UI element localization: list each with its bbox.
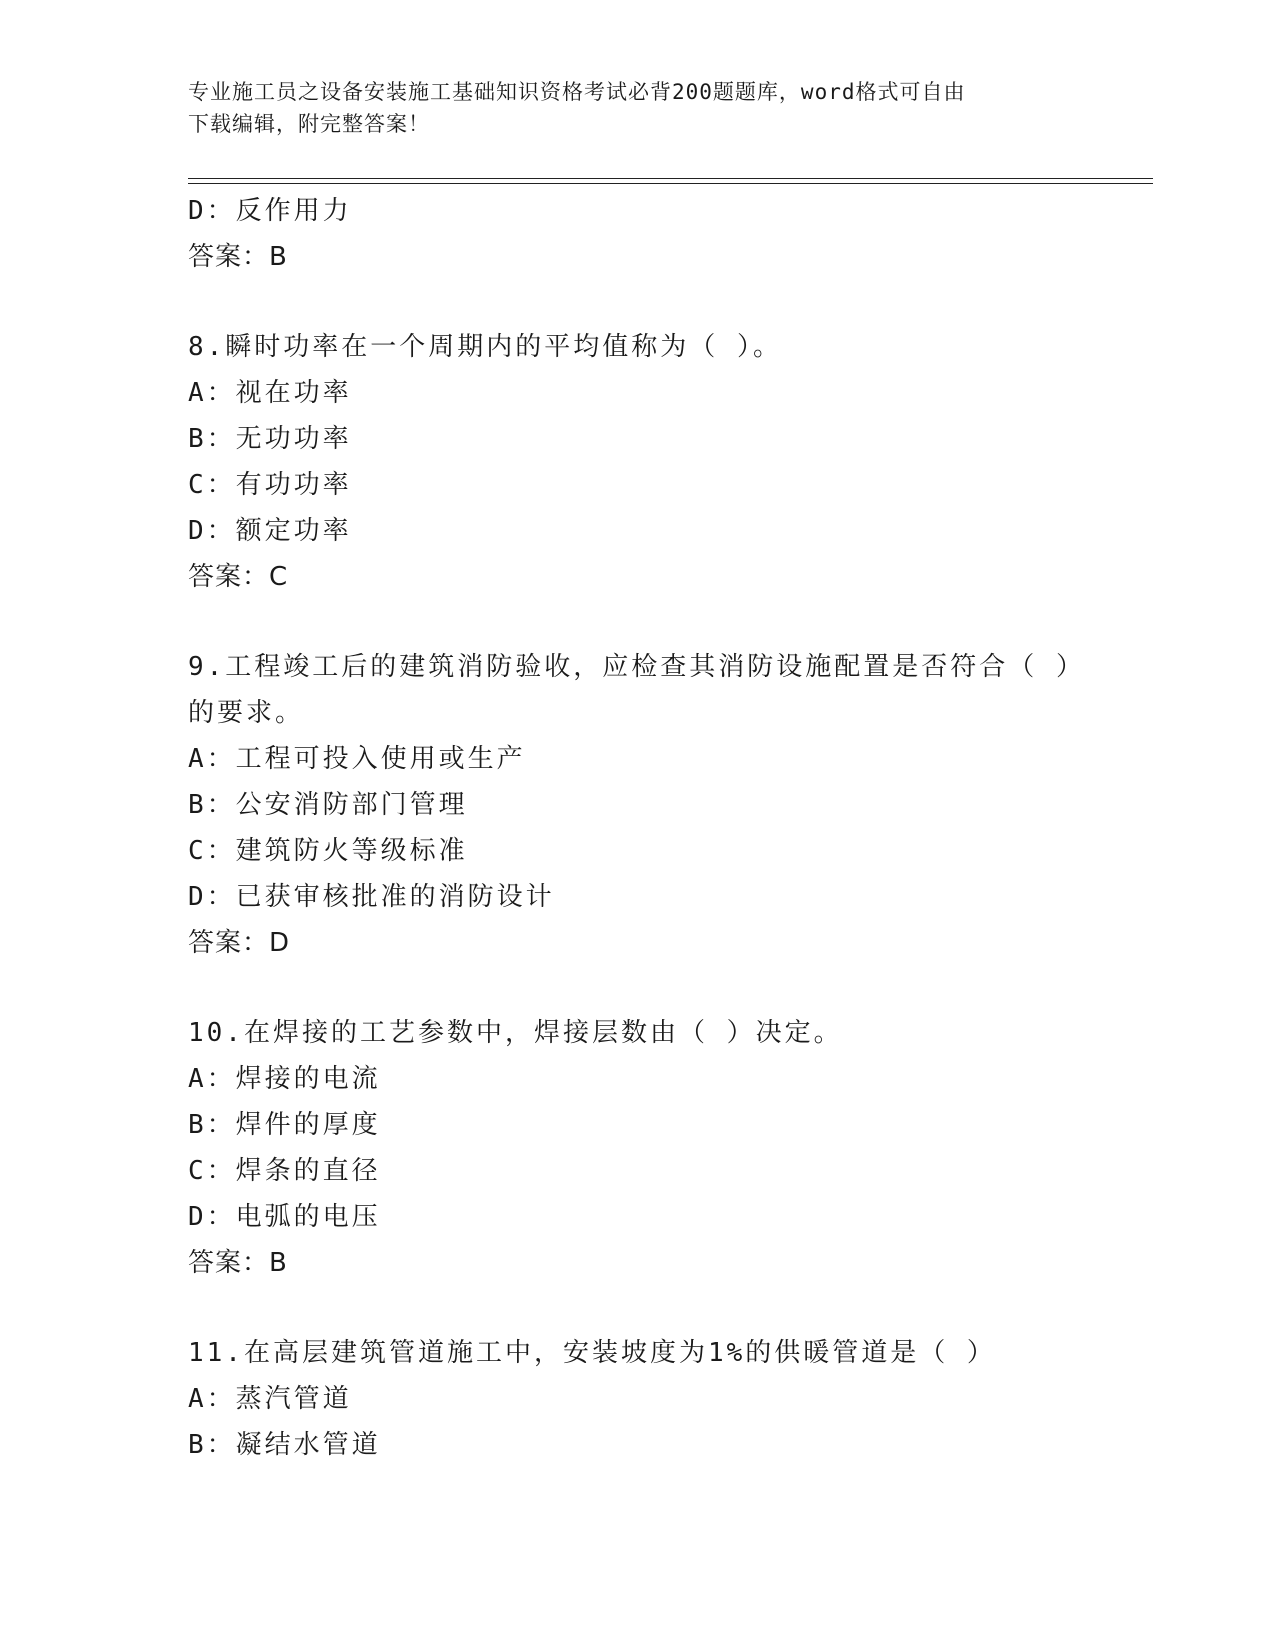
option-d: D：电弧的电压 bbox=[188, 1202, 381, 1232]
question-stem: 11.在高层建筑管道施工中，安装坡度为1%的供暖管道是（ ） bbox=[188, 1338, 996, 1368]
spacer bbox=[188, 1286, 1153, 1330]
option-b: B：凝结水管道 bbox=[188, 1430, 381, 1460]
option-b: B：焊件的厚度 bbox=[188, 1110, 381, 1140]
option-c: C：建筑防火等级标准 bbox=[188, 836, 468, 866]
header-divider-top bbox=[188, 178, 1153, 179]
question-stem: 10.在焊接的工艺参数中，焊接层数由（ ）决定。 bbox=[188, 1018, 843, 1048]
option-a: A：视在功率 bbox=[188, 378, 352, 408]
question-content bbox=[188, 188, 1153, 1468]
option-a: A：工程可投入使用或生产 bbox=[188, 744, 526, 774]
header-title-line-2: 下载编辑，附完整答案！ bbox=[188, 112, 430, 136]
header-title-line-1: 专业施工员之设备安装施工基础知识资格考试必背200题题库，word格式可自由 bbox=[188, 80, 966, 104]
document-header bbox=[188, 76, 1068, 140]
answer-line: 答案：C bbox=[188, 562, 289, 592]
question-stem: 9.工程竣工后的建筑消防验收，应检查其消防设施配置是否符合（ ） bbox=[188, 652, 1085, 682]
option-d: D：额定功率 bbox=[188, 516, 352, 546]
option-b: B：公安消防部门管理 bbox=[188, 790, 468, 820]
option-a: A：焊接的电流 bbox=[188, 1064, 381, 1094]
option-d: D：反作用力 bbox=[188, 196, 352, 226]
option-c: C：有功功率 bbox=[188, 470, 352, 500]
spacer bbox=[188, 600, 1153, 644]
option-b: B：无功功率 bbox=[188, 424, 352, 454]
header-divider-bottom bbox=[188, 183, 1153, 184]
spacer bbox=[188, 966, 1153, 1010]
answer-line: 答案：D bbox=[188, 928, 291, 958]
answer-line: 答案：B bbox=[188, 242, 288, 272]
question-stem-continued: 的要求。 bbox=[188, 698, 305, 728]
option-d: D：已获审核批准的消防设计 bbox=[188, 882, 555, 912]
answer-line: 答案：B bbox=[188, 1248, 288, 1278]
question-stem: 8.瞬时功率在一个周期内的平均值称为（ ）。 bbox=[188, 332, 782, 362]
option-c: C：焊条的直径 bbox=[188, 1156, 381, 1186]
spacer bbox=[188, 280, 1153, 324]
option-a: A：蒸汽管道 bbox=[188, 1384, 352, 1414]
